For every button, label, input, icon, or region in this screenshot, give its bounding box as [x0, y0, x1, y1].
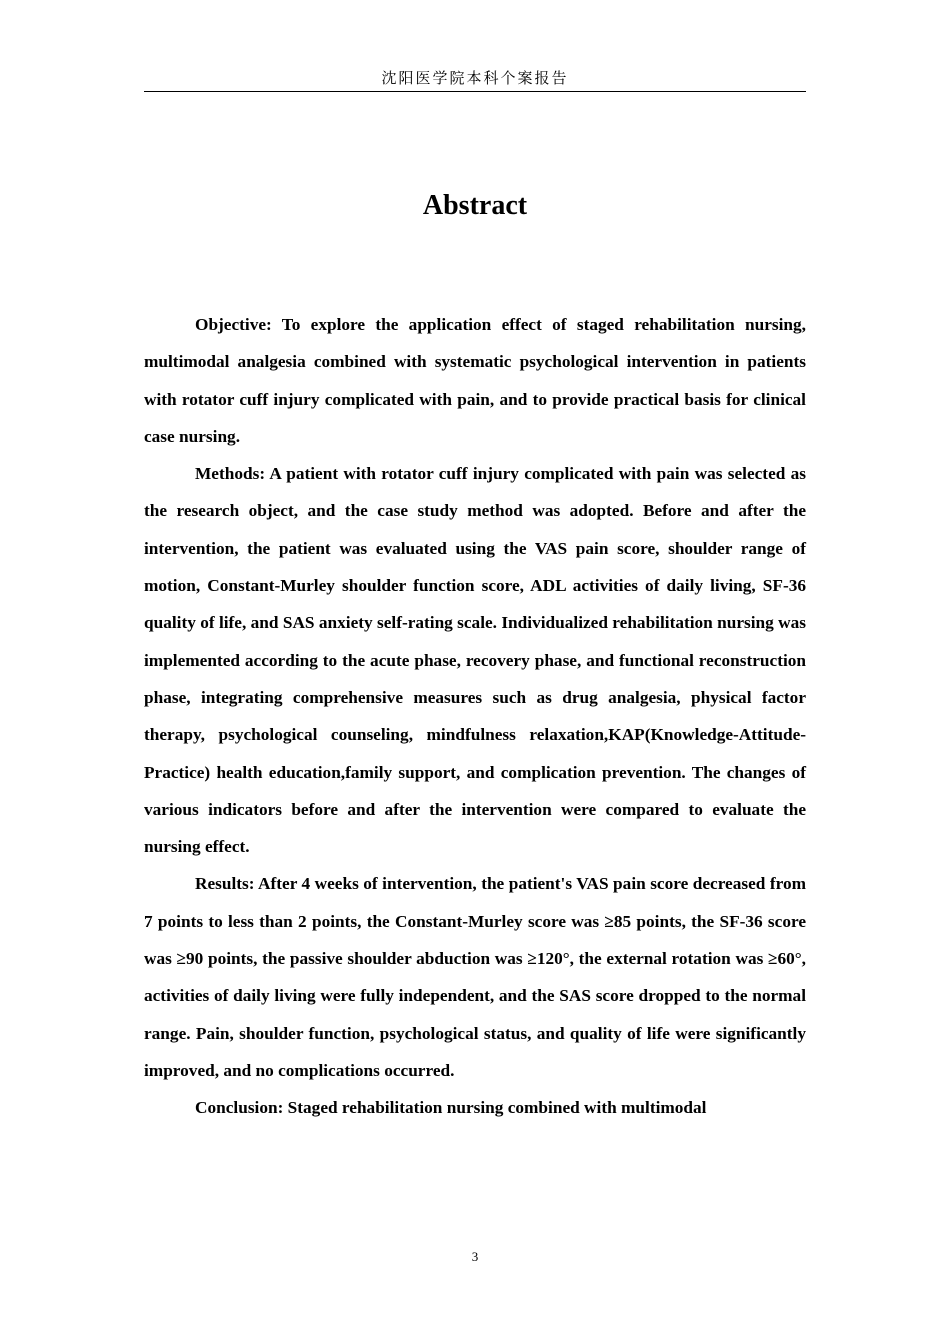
conclusion-paragraph: Conclusion: Staged rehabilitation nursing combined with multimodal: [195, 1098, 707, 1118]
page-header: 沈阳医学院本科个案报告: [381, 69, 569, 87]
methods-paragraph: Methods: A patient with rotator cuff injury complicated with pain was selected as the research object, and the case study method was adopted. Before and after the intervention, the patient was evaluated using the VAS pain score, shoulder range of motion, Constant-Murley shoulder function score, ADL activities of daily living, SF-36 quality of life, and SAS anxiety self-rating scale. Individualized rehabilitation nursing was implemented according to the acute phase, recovery phase, and functional reconstruction phase, integrating comprehensive measures such as drug analgesia, physical factor therapy, psychological counseling, mindfulness relaxation,KAP(Knowledge-Attitude-Practice) health education,family support, and complication prevention. The changes of various indicators before and after the intervention were compared to evaluate the nursing effect.: [144, 464, 806, 857]
header-divider: [144, 91, 806, 92]
page-number: 3: [471, 1249, 479, 1264]
objective-paragraph: Objective: To explore the application effect of staged rehabilitation nursing, multimodal analgesia combined with systematic psychological intervention in patients with rotator cuff injury complicated with pain, and to provide practical basis for clinical case nursing.: [144, 315, 806, 446]
abstract-heading: Abstract: [422, 190, 528, 221]
results-paragraph: Results: After 4 weeks of intervention, the patient's VAS pain score decreased from 7 points to less than 2 points, the Constant-Murley score was ≥85 points, the SF-36 score was ≥90 points, the passive shoulder abduction was ≥120°, the external rotation was ≥60°, activities of daily living were fully independent, and the SAS score dropped to the normal range. Pain, shoulder function, psychological status, and quality of life were significantly improved, and no complications occurred.: [144, 874, 806, 1080]
abstract-body: [144, 306, 806, 1127]
